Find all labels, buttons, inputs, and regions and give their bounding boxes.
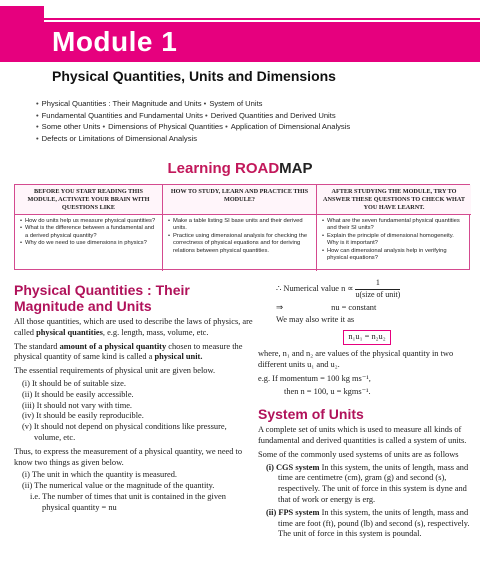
paragraph: Thus, to express the measurement of a physical quantity, we need to know two things as given below. xyxy=(14,446,243,467)
topic-item: Defects or Limitations of Dimensional Analysis xyxy=(41,133,197,143)
roadmap-table xyxy=(14,184,470,270)
paragraph: then n = 100, u = kgms⁻¹. xyxy=(284,387,371,397)
module-subtitle: Physical Quantities, Units and Dimensions xyxy=(52,68,336,84)
section-heading: Physical Quantities : Their Magnitude and Units xyxy=(14,282,190,314)
list-item: (ii) It should be easily accessible. xyxy=(22,389,134,399)
equation-text: nu = constant xyxy=(331,302,377,312)
topic-row: • Defects or Limitations of Dimensional Analysis xyxy=(36,133,197,143)
list-item: (iii) It should not vary with time. xyxy=(22,400,133,410)
equation xyxy=(258,278,476,301)
boxed-equation xyxy=(258,330,476,345)
topic-item: Application of Dimensional Analysis xyxy=(230,122,351,131)
list-item: (ii) The numerical value or the magnitude of the quantity. xyxy=(22,481,215,491)
list-item: (iv) It should be easily reproducible. xyxy=(22,411,144,421)
topic-item: Fundamental Quantities and Fundamental Units xyxy=(41,110,203,120)
right-column xyxy=(258,278,476,540)
boxed-text: n₁u₁ = n₂u₂ xyxy=(343,330,390,345)
paragraph: We may also write it as xyxy=(276,315,355,325)
topic-row: • Physical Quantities : Their Magnitude and Units • System of Units xyxy=(36,99,263,108)
roadmap-title-part: MAP xyxy=(279,160,313,177)
roadmap-title-part: Learning R xyxy=(167,160,246,177)
roadmap-item: • What are the seven fundamental physical quantities and their SI units? xyxy=(322,218,466,233)
equation xyxy=(258,303,476,314)
list-item: (v) It should not depend on physical conditions like pressure, volume, etc. xyxy=(22,422,227,442)
roadmap-column xyxy=(317,185,471,271)
roadmap-column-head: AFTER STUDYING THE MODULE, TRY TO ANSWER THESE QUESTIONS TO CHECK WHAT YOU HAVE LEARNT. xyxy=(317,185,471,215)
list-item: (i) CGS system In this system, the units of length, mass and time are centimetre (cm), gram (g) and second (s), respectively. The unit of force in this system is dyne and that of work or energy is erg. xyxy=(266,462,469,504)
roadmap-item: • Make a table listing SI base units and their derived units. xyxy=(168,218,311,233)
paragraph: The standard amount of a physical quantity chosen to measure the physical quantity of same kind is called a physical unit. xyxy=(14,341,243,362)
roadmap-item: • How can dimensional analysis help in verifying physical equations? xyxy=(322,248,466,263)
paragraph: where, n₁ and n₂ are values of the physical quantity in two different units u₁ and u₂. xyxy=(258,348,454,369)
module-banner xyxy=(0,0,480,62)
roadmap-item: • How do units help us measure physical quantities? xyxy=(20,218,157,225)
roadmap-item: • Explain the principle of dimensional homogeneity. Why is it important? xyxy=(322,233,466,248)
roadmap-column xyxy=(163,185,317,271)
paragraph: The essential requirements of physical unit are given below. xyxy=(14,366,216,376)
roadmap-item: • What is the difference between a fundamental and a derived physical quantity? xyxy=(20,225,157,240)
topic-row: • Fundamental Quantities and Fundamental Units • Derived Quantities and Derived Units xyxy=(36,110,336,120)
left-column xyxy=(14,282,254,514)
list-item: (ii) FPS system In this system, the units of length, mass and time are foot (ft), pound (lb) and second (s), respectively. The unit of force in this system is poundal. xyxy=(266,507,470,539)
list-item: (i) The unit in which the quantity is measured. xyxy=(22,470,177,480)
topic-list xyxy=(36,98,476,144)
roadmap-item: • Practice using dimensional analysis for checking the correctness of physical equations and for deriving relations between physical quantities. xyxy=(168,233,311,255)
section-heading: System of Units xyxy=(258,406,364,423)
paragraph: e.g. If momentum = 100 kg ms⁻¹, xyxy=(258,373,371,383)
paragraph: A complete set of units which is used to measure all kinds of fundamental and derived quantities is called a system of units. xyxy=(258,425,467,445)
fraction: $\frac{1}{\text{u(size of unit)}}$ xyxy=(355,278,401,299)
requirements-list xyxy=(14,379,254,444)
module-title: Module 1 xyxy=(52,26,178,57)
roadmap-title-part: OAD xyxy=(245,160,280,177)
equation-text: ∴ Numerical value n ∝ xyxy=(276,284,354,294)
things-list xyxy=(14,470,254,513)
topic-item: Derived Quantities and Derived Units xyxy=(210,110,336,120)
roadmap-title xyxy=(0,160,480,177)
roadmap-column xyxy=(15,185,163,271)
topic-row: • Some other Units • Dimensions of Physical Quantities • Application of Dimensional Analysis xyxy=(36,122,351,131)
paragraph: All those quantities, which are used to describe the laws of physics, are called physical quantities, e.g. length, mass, volume, etc. xyxy=(14,317,253,337)
banner-rule xyxy=(44,18,480,20)
topic-item: System of Units xyxy=(209,99,263,108)
equation-arrow: ⇒ xyxy=(276,302,284,312)
roadmap-item: • Why do we need to use dimensions in physics? xyxy=(20,240,157,247)
list-item: i.e. The number of times that unit is contained in the given physical quantity = nu xyxy=(30,491,226,512)
topic-item: Dimensions of Physical Quantities xyxy=(108,122,223,131)
roadmap-column-head: HOW TO STUDY, LEARN AND PRACTICE THIS MODULE? xyxy=(163,185,316,215)
list-item: (i) It should be of suitable size. xyxy=(22,378,126,388)
paragraph: Some of the commonly used systems of units are as follows xyxy=(258,449,459,459)
roadmap-column-head: BEFORE YOU START READING THIS MODULE, ACTIVATE YOUR BRAIN WITH QUESTIONS LIKE xyxy=(15,185,162,215)
topic-item: Physical Quantities : Their Magnitude and Units xyxy=(41,99,202,108)
topic-item: Some other Units xyxy=(41,122,101,131)
